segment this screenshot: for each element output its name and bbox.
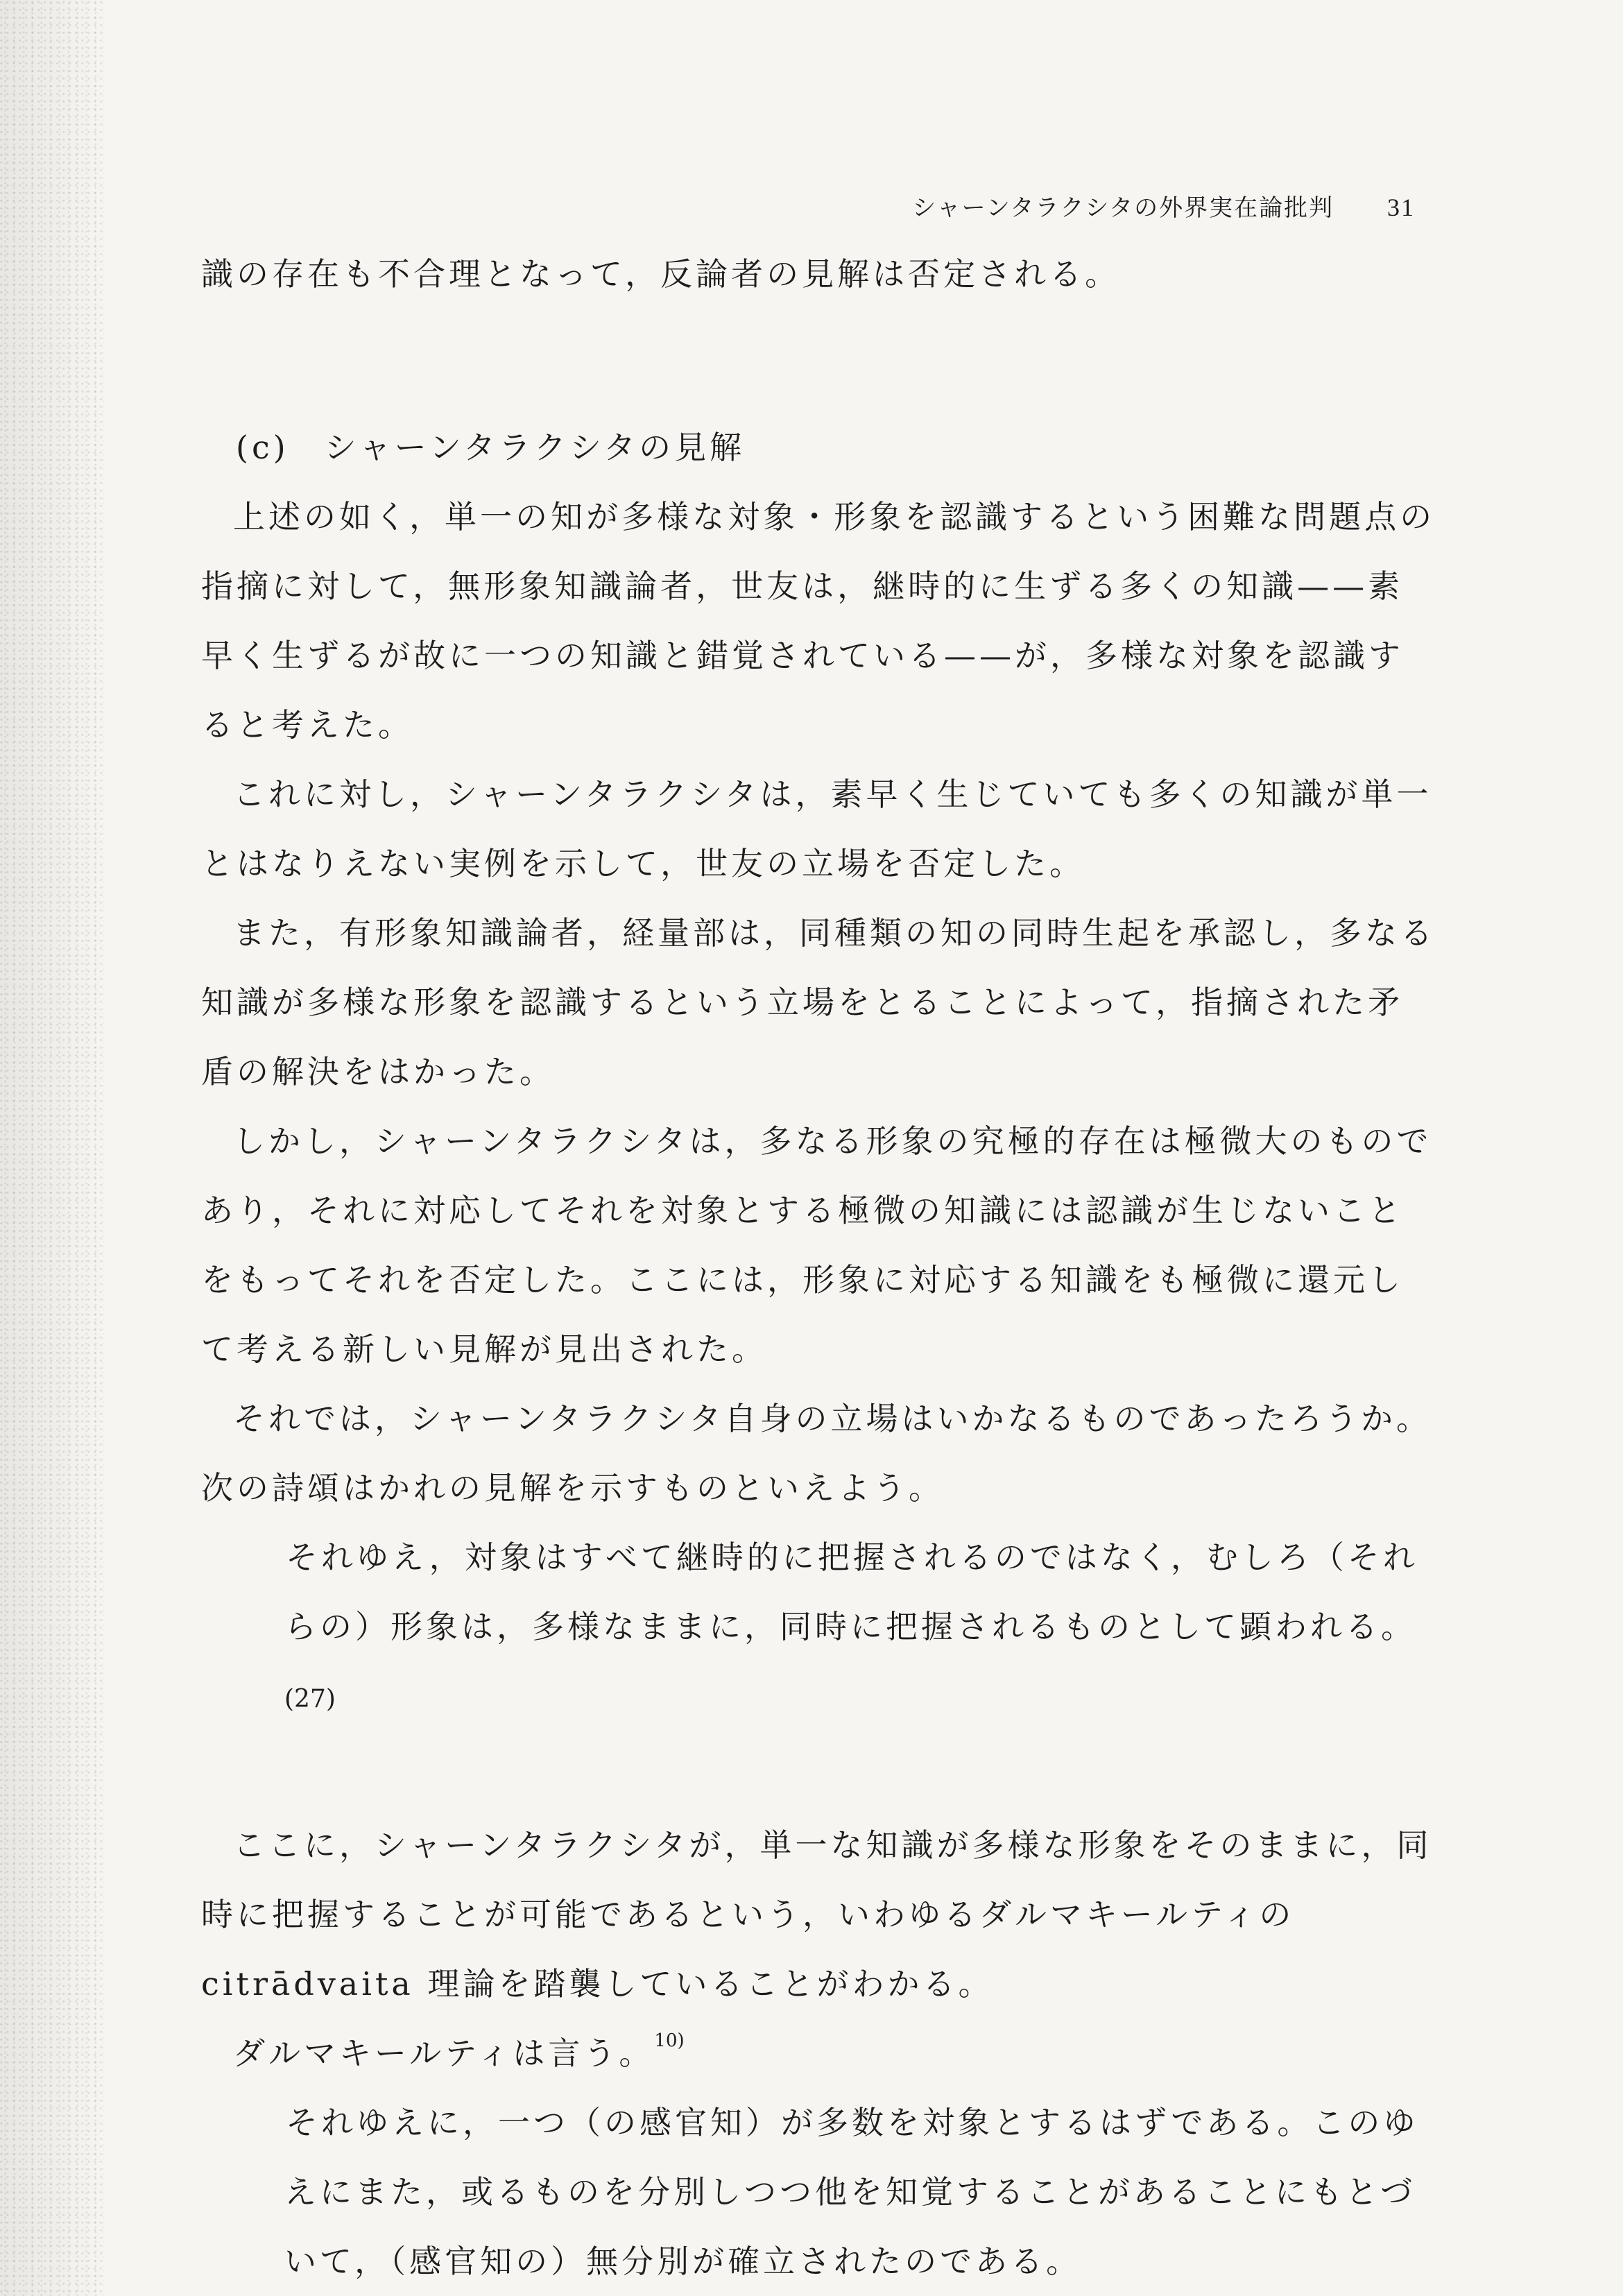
paragraph: それでは，シャーンタラクシタ自身の立場はいかなるものであったろうか。次の詩頌はかれの見解を示すものといえよう。: [201, 1400, 1432, 1507]
section-heading: (c) シャーンタラクシタの見解: [236, 429, 746, 466]
footnote-marker: (27): [284, 1685, 336, 1713]
page-number: 31: [1387, 194, 1415, 221]
spacer: [201, 1734, 1436, 1810]
verse-quote-text: それゆえ，対象はすべて継時的に把握されるのではなく，むしろ（それらの）形象は，多様なままに，同時に把握されるものとして顕われる。: [284, 1539, 1418, 1645]
running-title: シャーンタラクシタの外界実在論批判: [912, 194, 1334, 222]
spacer: [201, 309, 1436, 413]
paragraph-with-note: [201, 2019, 1436, 2088]
footnote-marker: 10): [654, 2030, 685, 2051]
verse-quote: [201, 1523, 1436, 1734]
paragraph-continuation: 識の存在も不合理となって，反論者の見解は否定される。: [201, 255, 1121, 293]
paragraph: これに対し，シャーンタラクシタは，素早く生じていても多くの知識が単一とはなりえない実例を示して，世友の立場を否定した。: [201, 776, 1432, 882]
paragraph-text: ダルマキールティは言う。: [233, 2034, 655, 2072]
paragraph: ここに，シャーンタラクシタが，単一な知識が多様な形象をそのままに，同時に把握することが可能であるという，いわゆるダルマキールティの citrādvaita 理論を踏襲していることがわかる。: [201, 1826, 1432, 2003]
verse-quote: それゆえに，一つ（の感官知）が多数を対象とするはずである。このゆえにまた，或るものを分別しつつ他を知覚することがあることにもとづいて，（感官知の）無分別が確立されたのである。: [284, 2104, 1419, 2280]
running-header: [912, 189, 1415, 223]
paragraph: 上述の如く，単一の知が多様な対象・形象を認識するという困難な問題点の指摘に対して，無形象知識論者，世友は，継時的に生ずる多くの知識——素早く生ずるが故に一つの知識と錯覚されている——が，多様な対象を認識すると考えた。: [201, 498, 1436, 744]
paragraph: しかし，シャーンタラクシタは，多なる形象の究極的存在は極微大のものであり，それに対応してそれを対象とする極微の知識には認識が生じないことをもってそれを否定した。ここには，形象に対応する知識をも極微に還元して考える新しい見解が見出された。: [201, 1122, 1432, 1368]
scan-edge-texture: [0, 0, 104, 2296]
paragraph: また，有形象知識論者，経量部は，同種類の知の同時生起を承認し，多なる知識が多様な形象を認識するという立場をとることによって，指摘された矛盾の解決をはかった。: [201, 914, 1436, 1090]
page-body: [201, 239, 1436, 2296]
